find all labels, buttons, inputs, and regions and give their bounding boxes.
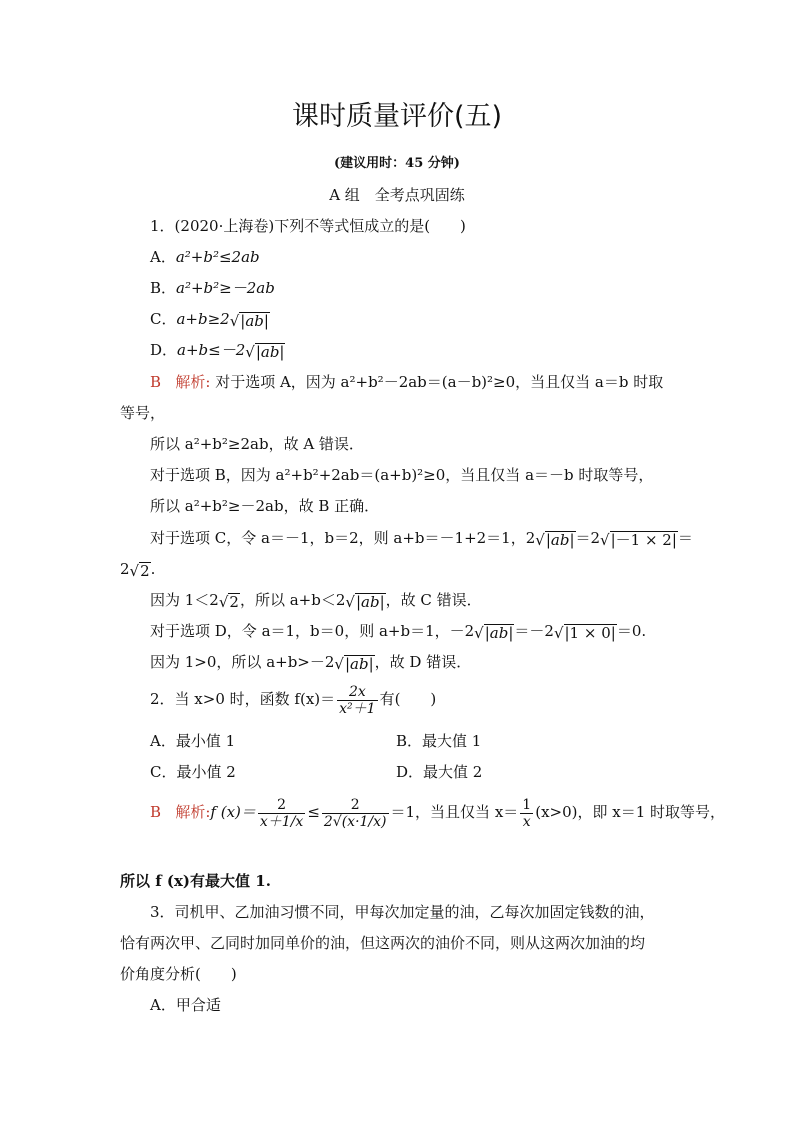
radicand: |ab| xyxy=(484,624,514,642)
radicand: |1 × 0| xyxy=(564,624,616,642)
fraction-denominator: x²＋1 xyxy=(339,700,376,717)
radicand: |ab| xyxy=(255,343,285,361)
time-suggestion: (建议用时：45 分钟) xyxy=(334,156,460,171)
q2-answer: B xyxy=(150,803,162,821)
q1-option-d-label: D． xyxy=(150,341,178,359)
sqrt-symbol: √|ab| xyxy=(229,312,269,330)
q1-option-d xyxy=(150,340,285,362)
text-segment: ＝－2 xyxy=(514,622,554,640)
sqrt-symbol: √|1 × 0| xyxy=(553,624,616,642)
text-segment: 有( ) xyxy=(379,690,437,708)
fraction-denominator: 2√(x·1/x) xyxy=(323,813,387,830)
q1-analysis-label: 解析: xyxy=(175,373,211,391)
q1-analysis-line-5b xyxy=(120,559,155,581)
q1-analysis-line-1 xyxy=(150,372,663,392)
q2-analysis xyxy=(150,792,725,832)
radicand: |ab| xyxy=(240,312,269,330)
text-segment: (x>0)，即 x＝1 时取等号， xyxy=(535,803,726,821)
text-segment: ≤ xyxy=(307,803,320,821)
fraction-numerator: 2 xyxy=(258,797,305,814)
text-segment: f (x)＝ xyxy=(210,803,256,821)
q2-conclusion: 所以 f (x)有最大值 1. xyxy=(120,872,271,890)
sqrt-symbol: √|ab| xyxy=(245,343,285,361)
q1-option-a xyxy=(150,247,260,267)
analysis-fraction-3 xyxy=(520,797,533,830)
q1-option-b-label: B． xyxy=(150,279,177,297)
fraction-numerator: 2x xyxy=(337,684,377,701)
text-segment: 因为 1>0，所以 a+b>－2 xyxy=(150,653,335,671)
q2-option-c: C．最小值 2 xyxy=(150,763,236,781)
radicand: |－1 × 2| xyxy=(610,531,677,549)
text-segment: ＝0. xyxy=(616,622,647,640)
sqrt-symbol: √|ab| xyxy=(334,655,374,673)
q3-stem-line-3: 价角度分析( ) xyxy=(120,965,237,983)
radicand: 2 xyxy=(229,593,239,611)
text-segment: 因为 1＜2 xyxy=(150,591,219,609)
fraction-denominator: x xyxy=(522,813,531,830)
fraction-denominator: x＋1/x xyxy=(259,813,304,830)
q1-analysis-line-8 xyxy=(150,652,471,674)
q2-stem xyxy=(150,682,436,717)
text-segment: ，故 D 错误． xyxy=(374,653,472,671)
radicand: |ab| xyxy=(344,655,374,673)
q1-stem: 1．(2020·上海卷)下列不等式恒成立的是( ) xyxy=(150,217,466,235)
q3-stem-line-2: 恰有两次甲、乙同时加同单价的油，但这两次的油价不同，则从这两次加油的均 xyxy=(120,934,646,952)
group-heading: A 组 全考点巩固练 xyxy=(329,186,465,204)
text-segment: 2 xyxy=(120,560,130,578)
q1-option-c-label: C． xyxy=(150,310,177,328)
q2-option-d: D．最大值 2 xyxy=(396,763,483,781)
radicand: |ab| xyxy=(355,593,385,611)
sqrt-symbol: √|ab| xyxy=(345,593,385,611)
q1-analysis-line-7 xyxy=(150,621,646,643)
radicand: |ab| xyxy=(545,531,575,549)
text-segment: 对于选项 D，令 a＝1，b＝0，则 a+b＝1，－2 xyxy=(150,622,475,640)
text-segment: 对于选项 C，令 a＝－1，b＝2，则 a+b＝－1+2＝1，2 xyxy=(150,529,536,547)
text-segment: ＝1，当且仅当 x＝ xyxy=(390,803,519,821)
sqrt-symbol: √2 xyxy=(218,593,239,611)
analysis-fraction-1 xyxy=(258,797,305,830)
q1-analysis-line-1b: 等号， xyxy=(120,404,166,422)
text-segment: 2．当 x>0 时，函数 f(x)＝ xyxy=(150,690,336,708)
q1-analysis-text: 对于选项 A，因为 a²+b²－2ab＝(a－b)²≥0，当且仅当 a＝b 时取 xyxy=(215,373,664,391)
q1-analysis-line-3: 对于选项 B，因为 a²+b²+2ab＝(a+b)²≥0，当且仅当 a＝－b 时取等号， xyxy=(150,466,654,484)
sqrt-symbol: √|ab| xyxy=(535,531,575,549)
text-segment: ，所以 a+b＜2 xyxy=(239,591,346,609)
sqrt-symbol: √2 xyxy=(129,562,150,580)
fraction-numerator: 2 xyxy=(322,797,389,814)
q1-answer: B xyxy=(150,373,162,391)
analysis-fraction-2 xyxy=(322,797,389,830)
q1-option-b xyxy=(150,278,275,298)
text-segment: ＝ xyxy=(677,529,693,547)
fraction-numerator: 1 xyxy=(522,796,532,813)
text-segment: . xyxy=(150,560,156,578)
q1-option-c-text: a+b≥2 xyxy=(176,310,230,328)
text-segment: ，故 C 错误． xyxy=(385,591,482,609)
q2-analysis-label: 解析: xyxy=(175,803,211,821)
q1-analysis-line-2: 所以 a²+b²≥2ab，故 A 错误． xyxy=(150,435,364,453)
q2-option-a: A．最小值 1 xyxy=(150,732,236,750)
q1-option-c xyxy=(150,309,270,331)
q3-option-a: A．甲合适 xyxy=(150,996,221,1014)
radicand: 2 xyxy=(140,562,150,580)
sqrt-symbol: √|－1 × 2| xyxy=(600,531,677,549)
q1-analysis-line-5 xyxy=(150,528,693,550)
q3-stem-line-1: 3．司机甲、乙加油习惯不同，甲每次加定量的油，乙每次加固定钱数的油， xyxy=(150,903,655,921)
q2-fraction xyxy=(337,684,377,717)
q1-analysis-line-4: 所以 a²+b²≥－2ab，故 B 正确． xyxy=(150,497,380,515)
page-title: 课时质量评价(五) xyxy=(291,101,503,132)
text-segment: ＝2 xyxy=(575,529,601,547)
q1-option-d-text: a+b≤－2 xyxy=(177,341,246,359)
sqrt-symbol: √|ab| xyxy=(474,624,514,642)
q1-analysis-line-6 xyxy=(150,590,482,612)
q1-option-b-text: a²+b²≥－2ab xyxy=(176,279,275,297)
q1-option-a-text: a²+b²≤2ab xyxy=(175,248,260,266)
q2-option-b: B．最大值 1 xyxy=(396,732,482,750)
q1-option-a-label: A． xyxy=(150,248,176,266)
